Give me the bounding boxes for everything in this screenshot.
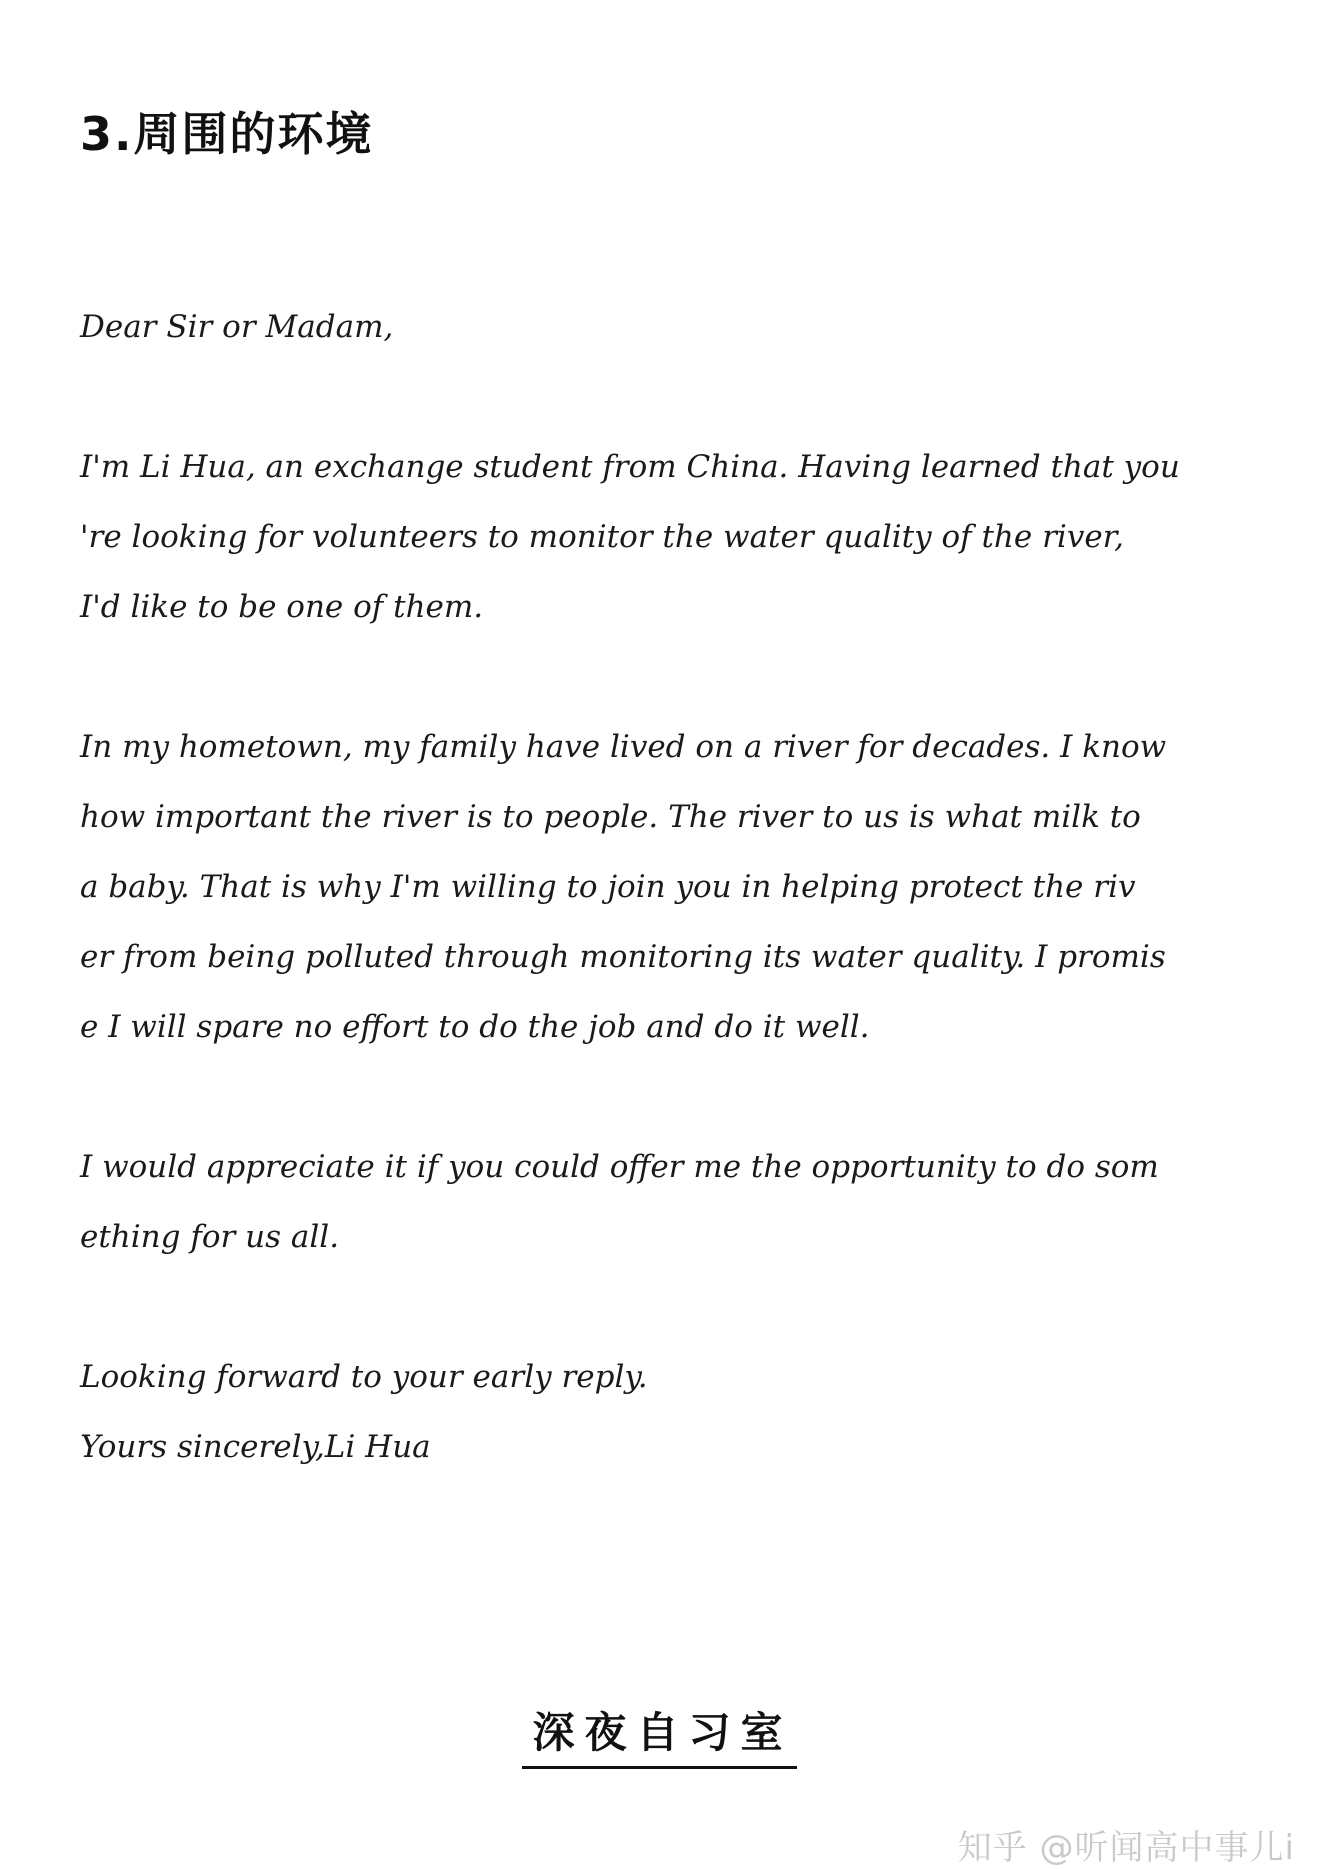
paragraph-3-line: I would appreciate it if you could offer me the opportunity to do som <box>80 1149 1159 1185</box>
page-title: 3.周围的环境 <box>80 107 374 161</box>
paragraph-gap <box>80 1062 1250 1132</box>
paragraph-1-line: I'm Li Hua, an exchange student from China. Having learned that you <box>80 449 1180 485</box>
paragraph-2-line: er from being polluted through monitoring its water quality. I promis <box>80 939 1166 975</box>
footer-brand <box>0 1700 1319 1769</box>
paragraph-2-line: a baby. That is why I'm willing to join you in helping protect the riv <box>80 869 1136 905</box>
paragraph-gap <box>80 642 1250 712</box>
paragraph-2-line: In my hometown, my family have lived on a river for decades. I know <box>80 729 1167 765</box>
paragraph-gap <box>80 362 1250 432</box>
paragraph-2-line: how important the river is to people. The river to us is what milk to <box>80 799 1141 835</box>
letter-body <box>80 292 1250 1482</box>
greeting: Dear Sir or Madam, <box>80 309 394 345</box>
paragraph-3-line: ething for us all. <box>80 1219 340 1255</box>
paragraph-1-line: I'd like to be one of them. <box>80 589 484 625</box>
paragraph-gap <box>80 1272 1250 1342</box>
watermark: 知乎 @听闻高中事儿i <box>957 1828 1295 1868</box>
signoff-line: Yours sincerely,Li Hua <box>80 1429 431 1465</box>
brand-label: 深夜自习室 <box>522 1700 796 1769</box>
paragraph-2-line: e I will spare no effort to do the job and do it well. <box>80 1009 870 1045</box>
paragraph-1-line: 're looking for volunteers to monitor the water quality of the river, <box>80 519 1124 555</box>
closing-line: Looking forward to your early reply. <box>80 1359 648 1395</box>
